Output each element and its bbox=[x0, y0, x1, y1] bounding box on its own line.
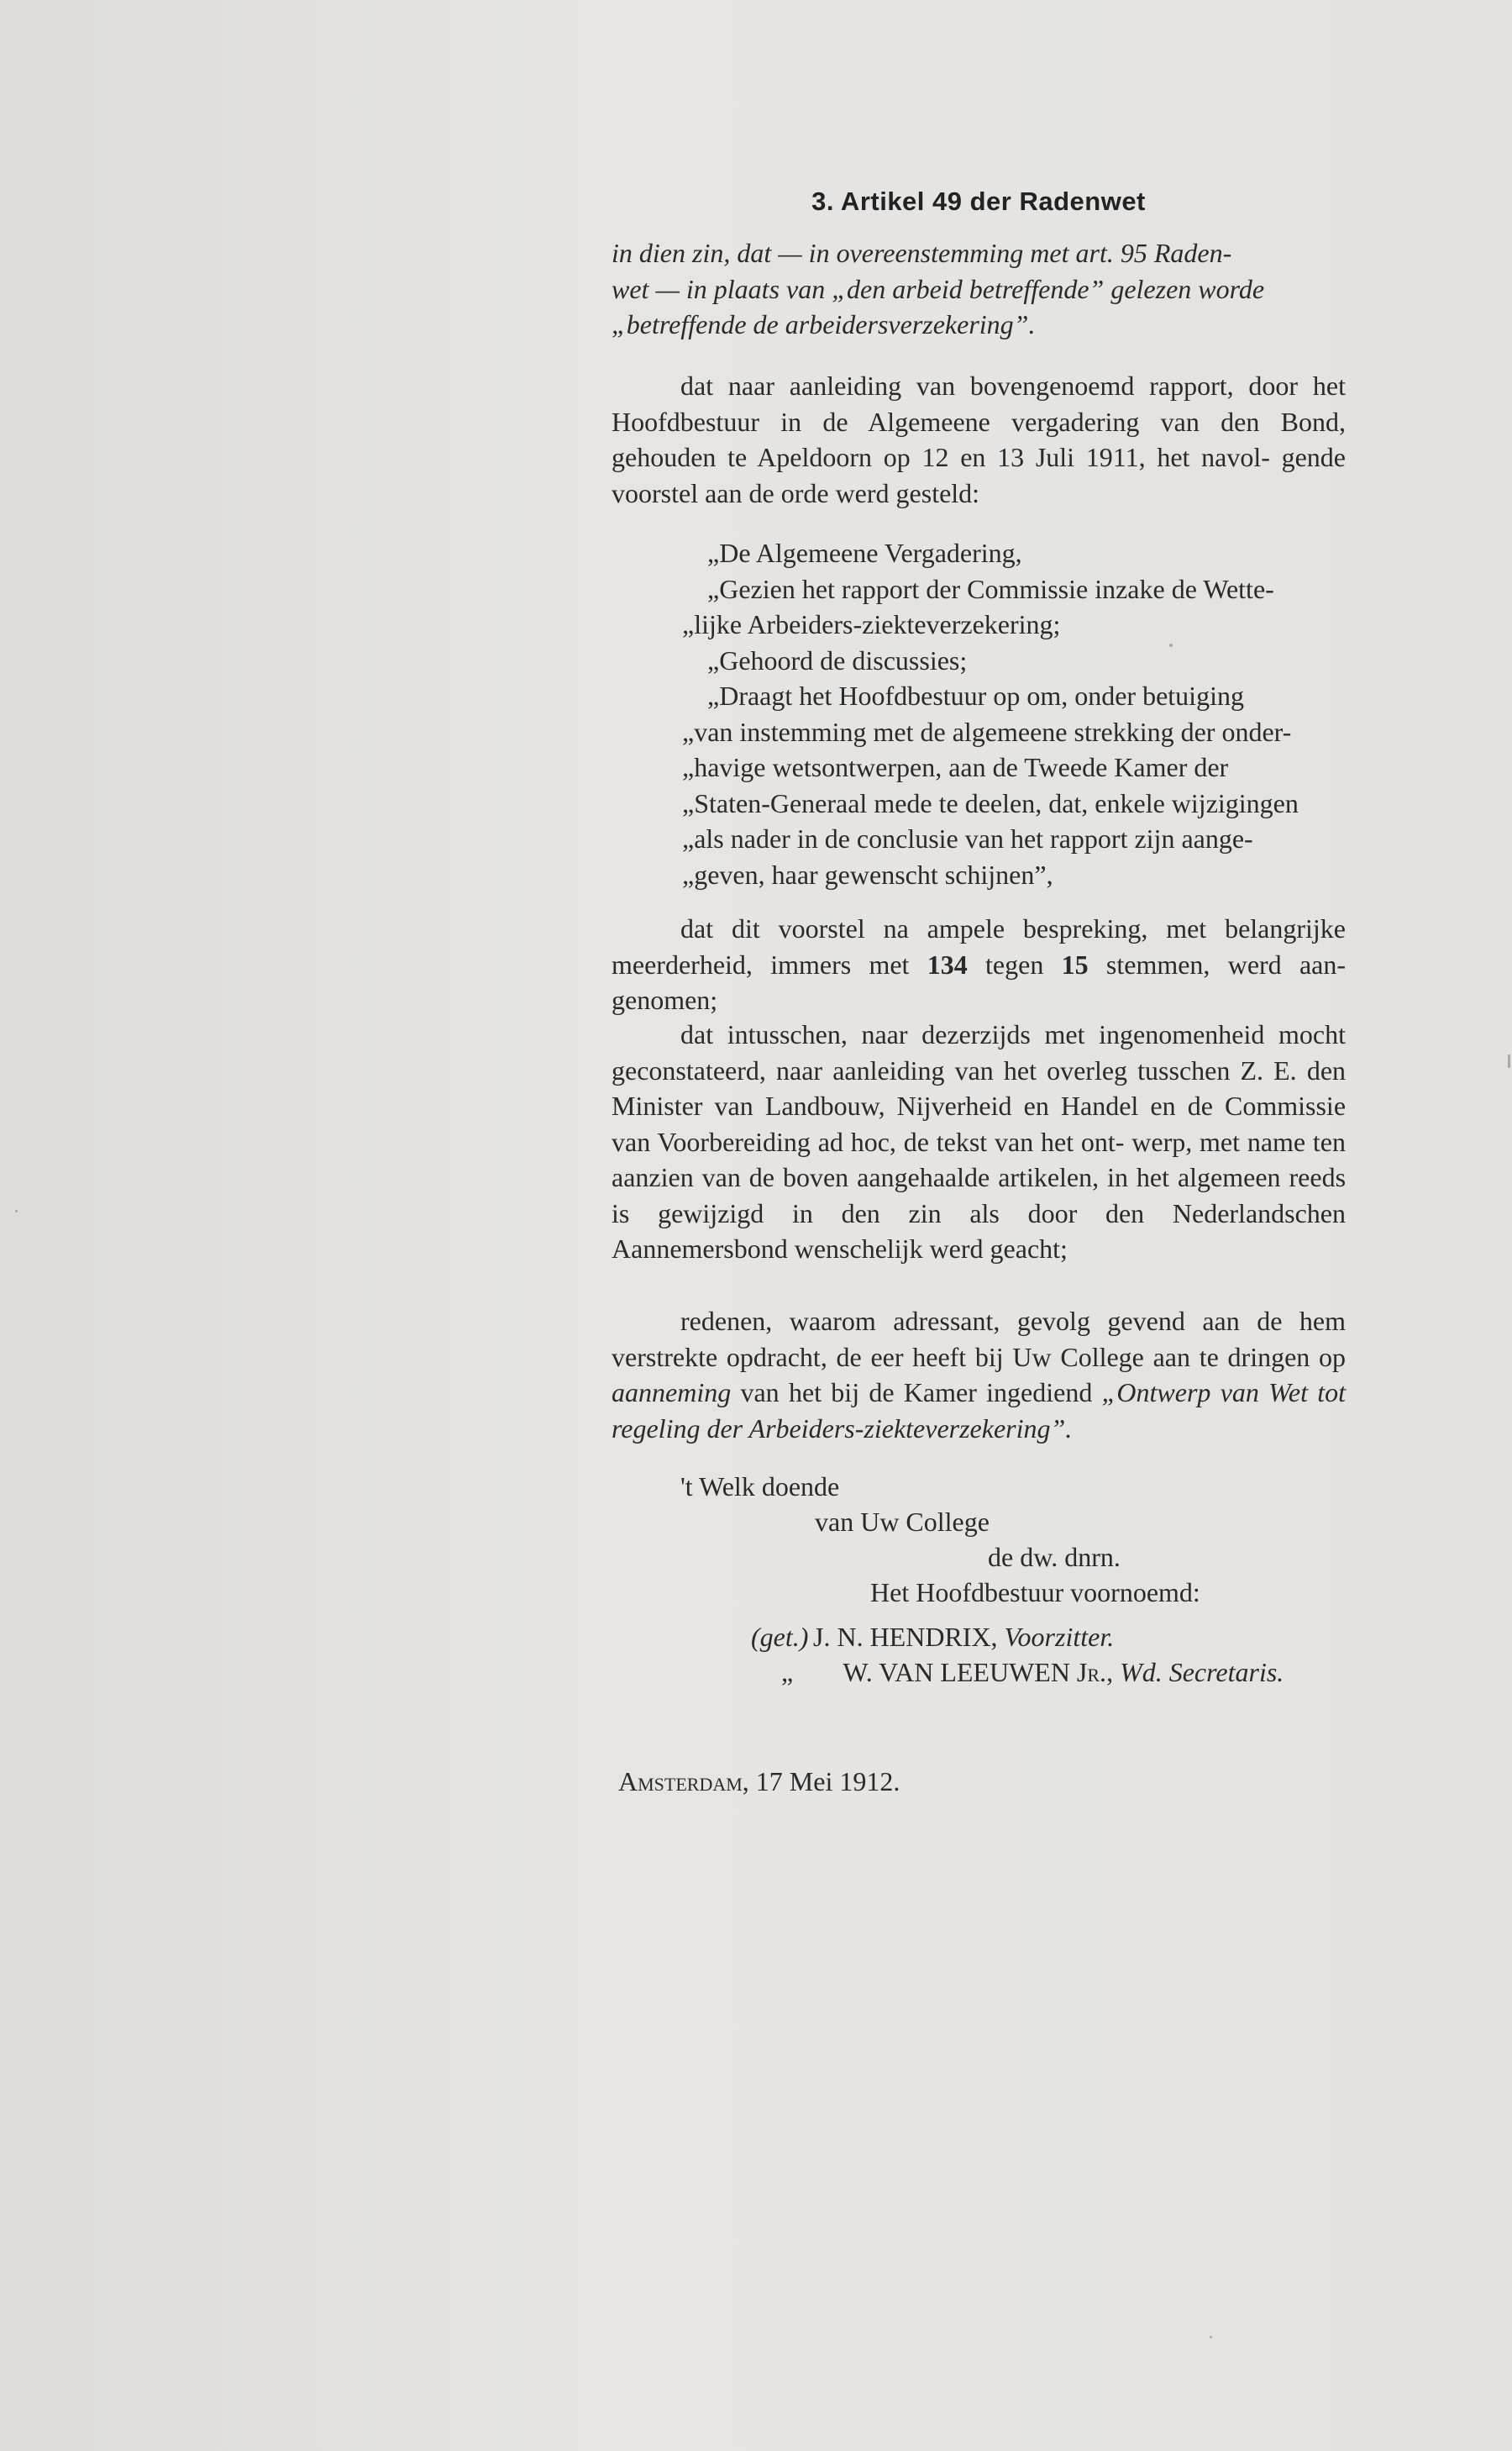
closing-line: Het Hoofdbestuur voornoemd: bbox=[870, 1577, 1200, 1607]
paragraph-text: van het bij de Kamer ingediend bbox=[731, 1377, 1102, 1407]
quote-line: „geven, haar gewenscht schijnen”, bbox=[682, 859, 1053, 890]
quoted-resolution bbox=[682, 535, 1346, 892]
signed-mark: (get.) bbox=[751, 1622, 809, 1652]
place-name: Amsterdam bbox=[618, 1766, 743, 1796]
section-heading: 3. Artikel 49 der Radenwet bbox=[811, 187, 1146, 216]
quote-line: „Gezien het rapport der Commissie inzake de Wette- bbox=[707, 573, 1274, 604]
signatory-name: J. N. HENDRIX, bbox=[813, 1622, 1005, 1652]
closing-line: 't Welk doende bbox=[680, 1471, 840, 1502]
intro-paragraph bbox=[612, 235, 1346, 343]
quote-line: „Draagt het Hoofdbestuur op om, onder betuiging bbox=[707, 681, 1244, 711]
signatory-separator: , bbox=[1106, 1657, 1121, 1687]
paragraph-line: werp, met name ten aanzien van de boven aangehaalde bbox=[612, 1126, 1347, 1192]
votes-against: 15 bbox=[1061, 949, 1089, 980]
ditto-mark: „ bbox=[781, 1657, 794, 1687]
paper-speck bbox=[15, 1210, 18, 1212]
bill-title: „Ontwerp bbox=[1101, 1377, 1211, 1407]
paragraph-line: artikelen, in het algemeen reeds is gewijzigd in den zin als bbox=[612, 1162, 1347, 1228]
paragraph-line: gehouden te Apeldoorn op 12 en 13 Juli 1911, het navol- bbox=[612, 442, 1270, 472]
signatory-suffix: Jr. bbox=[1076, 1657, 1107, 1687]
signatory-name: W. VAN LEEUWEN bbox=[843, 1657, 1077, 1687]
paragraph-line: genomen; bbox=[612, 985, 718, 1015]
quote-line: „lijke Arbeiders-ziekteverzekering; bbox=[682, 609, 1061, 639]
paragraph-line: geacht; bbox=[990, 1233, 1068, 1264]
paragraph-line: Commissie van Voorbereiding ad hoc, de tekst van het ont- bbox=[612, 1091, 1347, 1157]
emphasis-text: aanneming bbox=[612, 1377, 732, 1407]
quote-line: „Gehoord de discussies; bbox=[707, 644, 968, 676]
paragraph-line: het Hoofdbestuur in de Algemeene vergadering van den Bond, bbox=[612, 371, 1347, 437]
paragraph-amendment bbox=[612, 1017, 1346, 1267]
paragraph-proposal bbox=[612, 368, 1346, 511]
paragraph-line: door den Nederlandschen Aannemersbond wenschelijk werd bbox=[612, 1197, 1346, 1264]
paragraph-line: dat intusschen, naar dezerzijds met ingenomenheid mocht bbox=[680, 1019, 1346, 1049]
intro-line: wet — in plaats van „den arbeid betreffende” gelezen worde bbox=[612, 273, 1265, 304]
paragraph-request bbox=[612, 1303, 1346, 1446]
paper-speck bbox=[1169, 644, 1173, 647]
bill-title: van Wet tot regeling der Arbeiders-ziekteverzekering”. bbox=[612, 1377, 1347, 1444]
signature-secretary bbox=[781, 1654, 1284, 1690]
quote-line: „havige wetsontwerpen, aan de Tweede Kamer der bbox=[682, 752, 1229, 782]
paragraph-line: gende voorstel aan de orde werd gesteld: bbox=[612, 442, 1346, 508]
paragraph-line: geconstateerd, naar aanleiding van het overleg tusschen Z. E. bbox=[612, 1055, 1297, 1086]
paper-speck bbox=[1508, 1055, 1510, 1068]
paper-speck bbox=[1210, 2336, 1212, 2338]
paragraph-text: stemmen, werd aan- bbox=[1088, 949, 1347, 980]
quote-line: „De Algemeene Vergadering, bbox=[707, 538, 1022, 568]
paragraph-text: op bbox=[1319, 1341, 1347, 1372]
intro-line: „betreffende de arbeidersverzekering”. bbox=[612, 309, 1036, 339]
place-date bbox=[618, 1764, 900, 1799]
signature-chairman bbox=[751, 1619, 1114, 1654]
paragraph-text: meerderheid, immers met bbox=[612, 949, 927, 980]
intro-line: in dien zin, dat — in overeenstemming met art. 95 Raden- bbox=[612, 238, 1232, 268]
paragraph-vote bbox=[612, 911, 1346, 1018]
paragraph-line: redenen, waarom adressant, gevolg gevend aan de hem bbox=[680, 1306, 1346, 1336]
votes-for: 134 bbox=[927, 949, 968, 980]
signatory-role: Voorzitter. bbox=[1004, 1622, 1115, 1652]
signatory-role: Wd. Secretaris. bbox=[1120, 1657, 1284, 1687]
closing-line: de dw. dnrn. bbox=[988, 1542, 1121, 1572]
paragraph-text: tegen bbox=[967, 949, 1062, 980]
date-text: , 17 Mei 1912. bbox=[742, 1766, 900, 1796]
quote-line: „Staten-Generaal mede te deelen, dat, enkele wijzigingen bbox=[682, 787, 1299, 818]
paragraph-line: den Minister van Landbouw, Nijverheid en Handel en de bbox=[612, 1055, 1347, 1121]
paragraph-line: verstrekte opdracht, de eer heeft bij Uw College aan te dringen bbox=[612, 1341, 1310, 1372]
quote-line: „als nader in de conclusie van het rapport zijn aange- bbox=[682, 823, 1253, 854]
paragraph-line: dat naar aanleiding van bovengenoemd rapport, door bbox=[680, 371, 1299, 401]
closing-line: van Uw College bbox=[815, 1507, 990, 1537]
quote-line: „van instemming met de algemeene strekking der onder- bbox=[682, 716, 1292, 747]
paragraph-line: dat dit voorstel na ampele bespreking, met belangrijke bbox=[680, 913, 1346, 944]
